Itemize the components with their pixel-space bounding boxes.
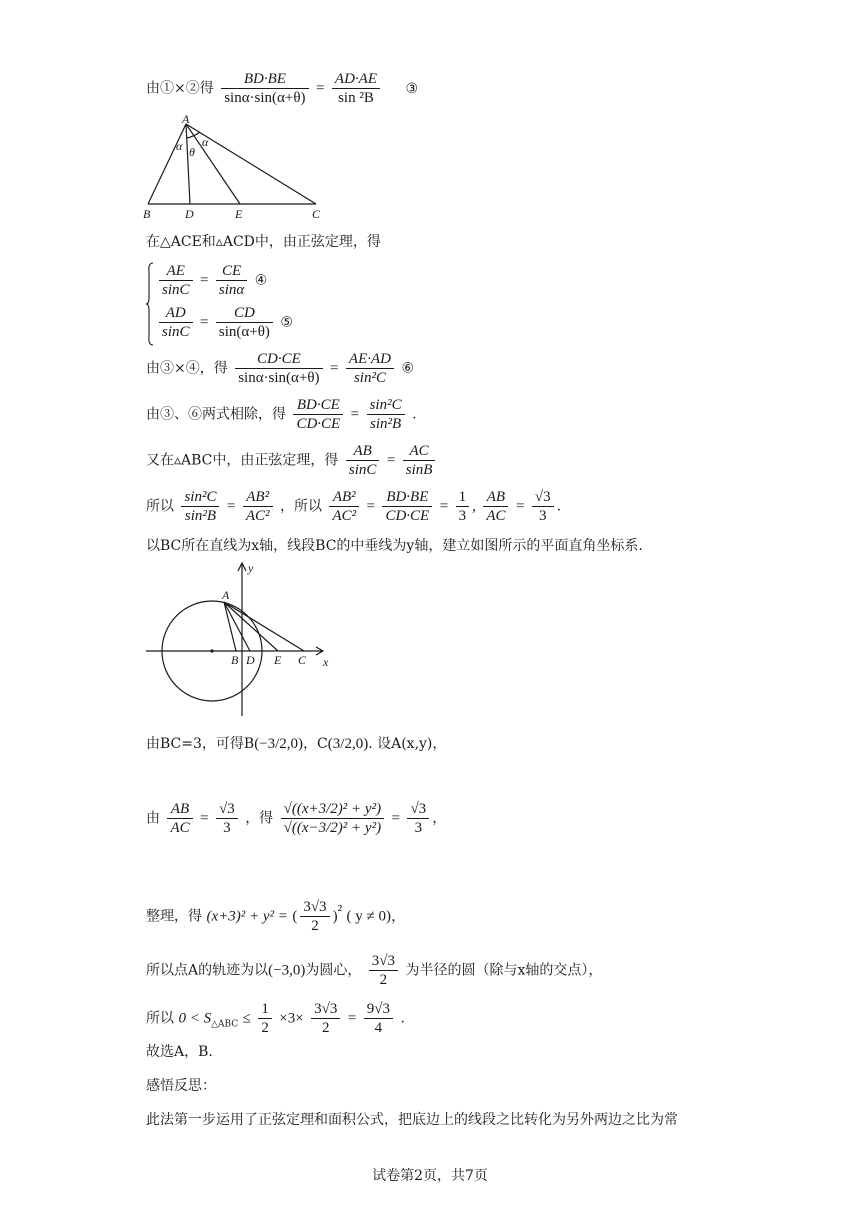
point-D-label: D <box>185 207 194 221</box>
formula-line-12: 所以点A的轨迹为以(−3,0)为圆心， $\frac{3√3}{2}$ 为半径的圆（除与x轴的交点）， <box>146 953 603 988</box>
text-line-2: 在△ACE和▵ACD中，由正弦定理，得 <box>146 234 381 250</box>
formula-line-13: 所以 $0 < S_{\triangle ABC}$ ≤ $\frac{1}{2}$ ×3× $\frac{3√3}{2}$ = $\frac{9√3}{4}$ . <box>146 1001 405 1036</box>
text-line-16: 此法第一步运用了正弦定理和面积公式，把底边上的线段之比转化为另外两边之比为常 <box>146 1112 678 1128</box>
formula-line-1: 由①×②得 $\frac{BD\cdot BE}{\sin\alpha\cdot\sin(\alpha+\theta)}$ = $\frac{AD\cdot AE}{\text{sin ²B}}$ ③ <box>146 71 419 106</box>
fraction: $\frac{BD\cdot BE}{\sin\alpha\cdot\sin(\alpha+\theta)}$ <box>221 70 308 107</box>
point-E-label: E <box>274 653 282 667</box>
point-E-label: E <box>235 207 243 221</box>
brace-icon <box>146 262 154 346</box>
formula-line-11: 整理，得 (x+3)² + y² = ( $\frac{3√3}{2}$ )$^{^2}$ ( y ≠ 0)， <box>146 899 406 934</box>
point-D-label: D <box>246 653 255 667</box>
formula-line-7: 所以 $\frac{\text{sin²C}}{\text{sin²B}}$ = $\frac{\text{AB²}}{\text{AC²}}$ ，所以 $\frac{\text{AB²}}{\text{AC²}}$ = $\frac{BD\cdot BE}{CD\cdot CE}$ = $\frac{1}{3}$ , $\frac{AB}{AC}$ = $\frac{√3}{3}$ . <box>146 489 562 524</box>
formula-line-5: 由③、⑥两式相除，得 $\frac{BD\cdot CE}{CD\cdot CE}$ = $\frac{\text{sin²C}}{\text{sin²B}}$ . <box>146 397 417 432</box>
formula-line-3a: $\frac{AE}{\sin C}$ = $\frac{CE}{\sin\alpha}$ ④ <box>156 262 267 299</box>
page-footer: 试卷第2页，共7页 <box>372 1168 488 1184</box>
point-B-label: B <box>231 653 239 667</box>
formula-line-3b: $\frac{AD}{\sin C}$ = $\frac{CD}{\sin(\alpha+\theta)}$ ⑤ <box>156 304 293 341</box>
point-A-label: A <box>222 588 230 602</box>
fraction: $\frac{AD\cdot AE}{\text{sin ²B}}$ <box>332 70 380 107</box>
triangle-figure <box>140 112 340 224</box>
vertex-C-label: C <box>312 207 321 221</box>
formula-line-4: 由③×④，得 $\frac{CD\cdot CE}{\sin\alpha\cdot\sin(\alpha+\theta)}$ = $\frac{AE\cdot AD}{\text{sin²C}}$ ⑥ <box>146 351 415 386</box>
text-line-14: 故选A，B. <box>146 1044 213 1060</box>
formula-line-9: 由BC=3，可得B(−3/2,0)，C(3/2,0). 设A(x,y)， <box>146 736 447 752</box>
angle-alpha-label: α <box>176 139 183 153</box>
x-axis-label: x <box>323 655 329 669</box>
text-line-8: 以BC所在直线为x轴，线段BC的中垂线为y轴，建立如图所示的平面直角坐标系. <box>146 538 643 554</box>
point-C-label: C <box>298 653 307 667</box>
coordinate-figure <box>140 560 340 720</box>
y-axis-label: y <box>248 561 254 575</box>
angle-alpha-label: α <box>202 135 209 149</box>
text-line-15: 感悟反思： <box>146 1078 216 1094</box>
angle-theta-label: θ <box>189 145 195 159</box>
vertex-A-label: A <box>182 112 190 126</box>
vertex-B-label: B <box>143 207 151 221</box>
formula-line-10: 由 $\frac{AB}{AC}$ = $\frac{√3}{3}$ ，得 $\frac{\text{√((x+3/2)² + y²)}}{\text{√((x−3/2)² + y²)}}$ = $\frac{√3}{3}$ ， <box>146 801 447 836</box>
formula-line-6: 又在▵ABC中，由正弦定理，得 $\frac{AB}{\sin C}$ = $\frac{AC}{\sin B}$ <box>146 442 438 479</box>
